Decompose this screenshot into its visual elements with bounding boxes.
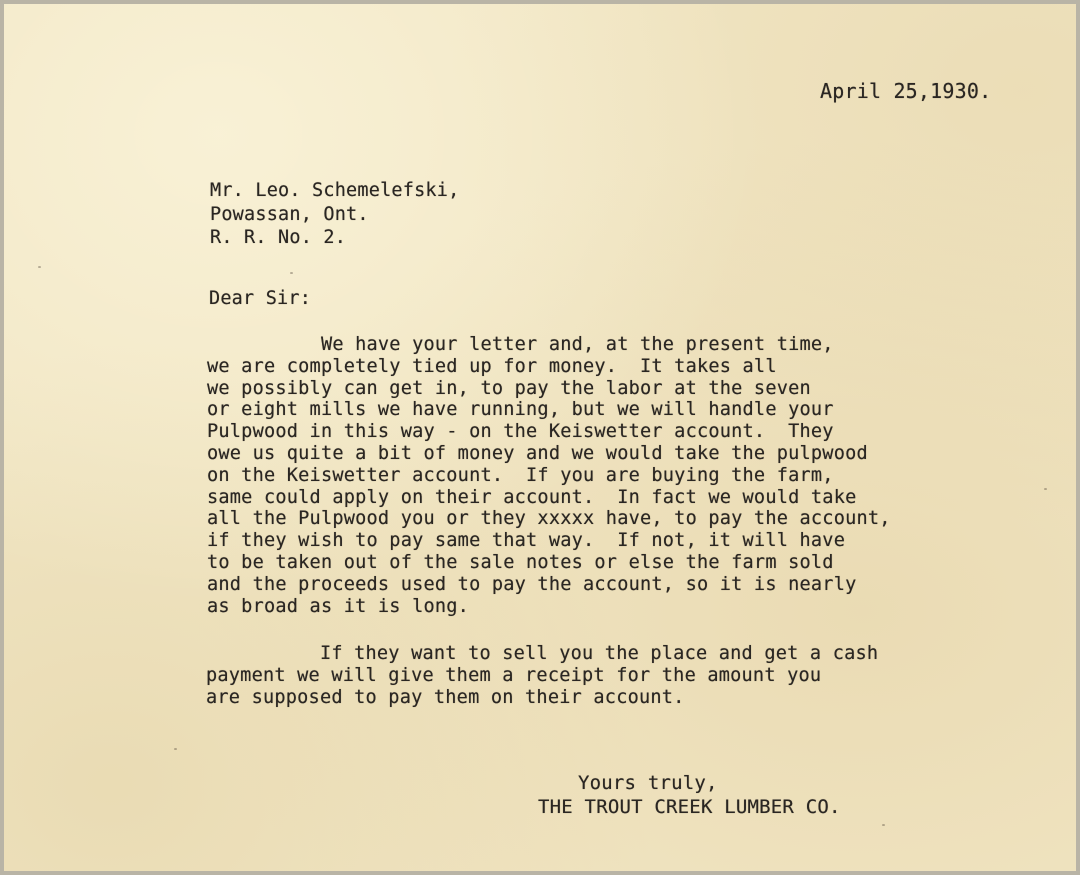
paper-speck (174, 748, 177, 750)
paper-speck (38, 266, 41, 268)
paper-speck (290, 272, 293, 274)
salutation: Dear Sir: (209, 288, 312, 309)
paper-speck (882, 824, 885, 826)
recipient-city: Powassan, Ont. (210, 204, 369, 225)
signature-company: THE TROUT CREEK LUMBER CO. (538, 796, 841, 818)
paper-speck (1044, 488, 1047, 490)
complimentary-close: Yours truly, (578, 772, 718, 794)
recipient-route: R. R. No. 2. (210, 227, 347, 248)
body-paragraph-2: If they want to sell you the place and get a cash payment we will give them a receipt for the amount you are supposed to pay them on their account. (206, 643, 879, 708)
body-paragraph-1: We have your letter and, at the present time, we are completely tied up for money. It takes all we possibly can get in, to pay the labor at the seven or eight mills we have running, but we will handle your Pulpwood in this way - on the Keiswetter account. They owe us quite a bit of money and we would take the pulpwood on the Keiswetter account. If you are buying the farm, same could apply on their account. In fact we would take all the Pulpwood you or they xxxxx have, to pay the account, if they wish to pay same that way. If not, it will have to be taken out of the sale notes or else the farm sold and the proceeds used to pay the account, so it is nearly as broad as it is long. (207, 334, 891, 617)
letter-date: April 25,1930. (820, 79, 992, 103)
recipient-name: Mr. Leo. Schemelefski, (210, 180, 460, 201)
